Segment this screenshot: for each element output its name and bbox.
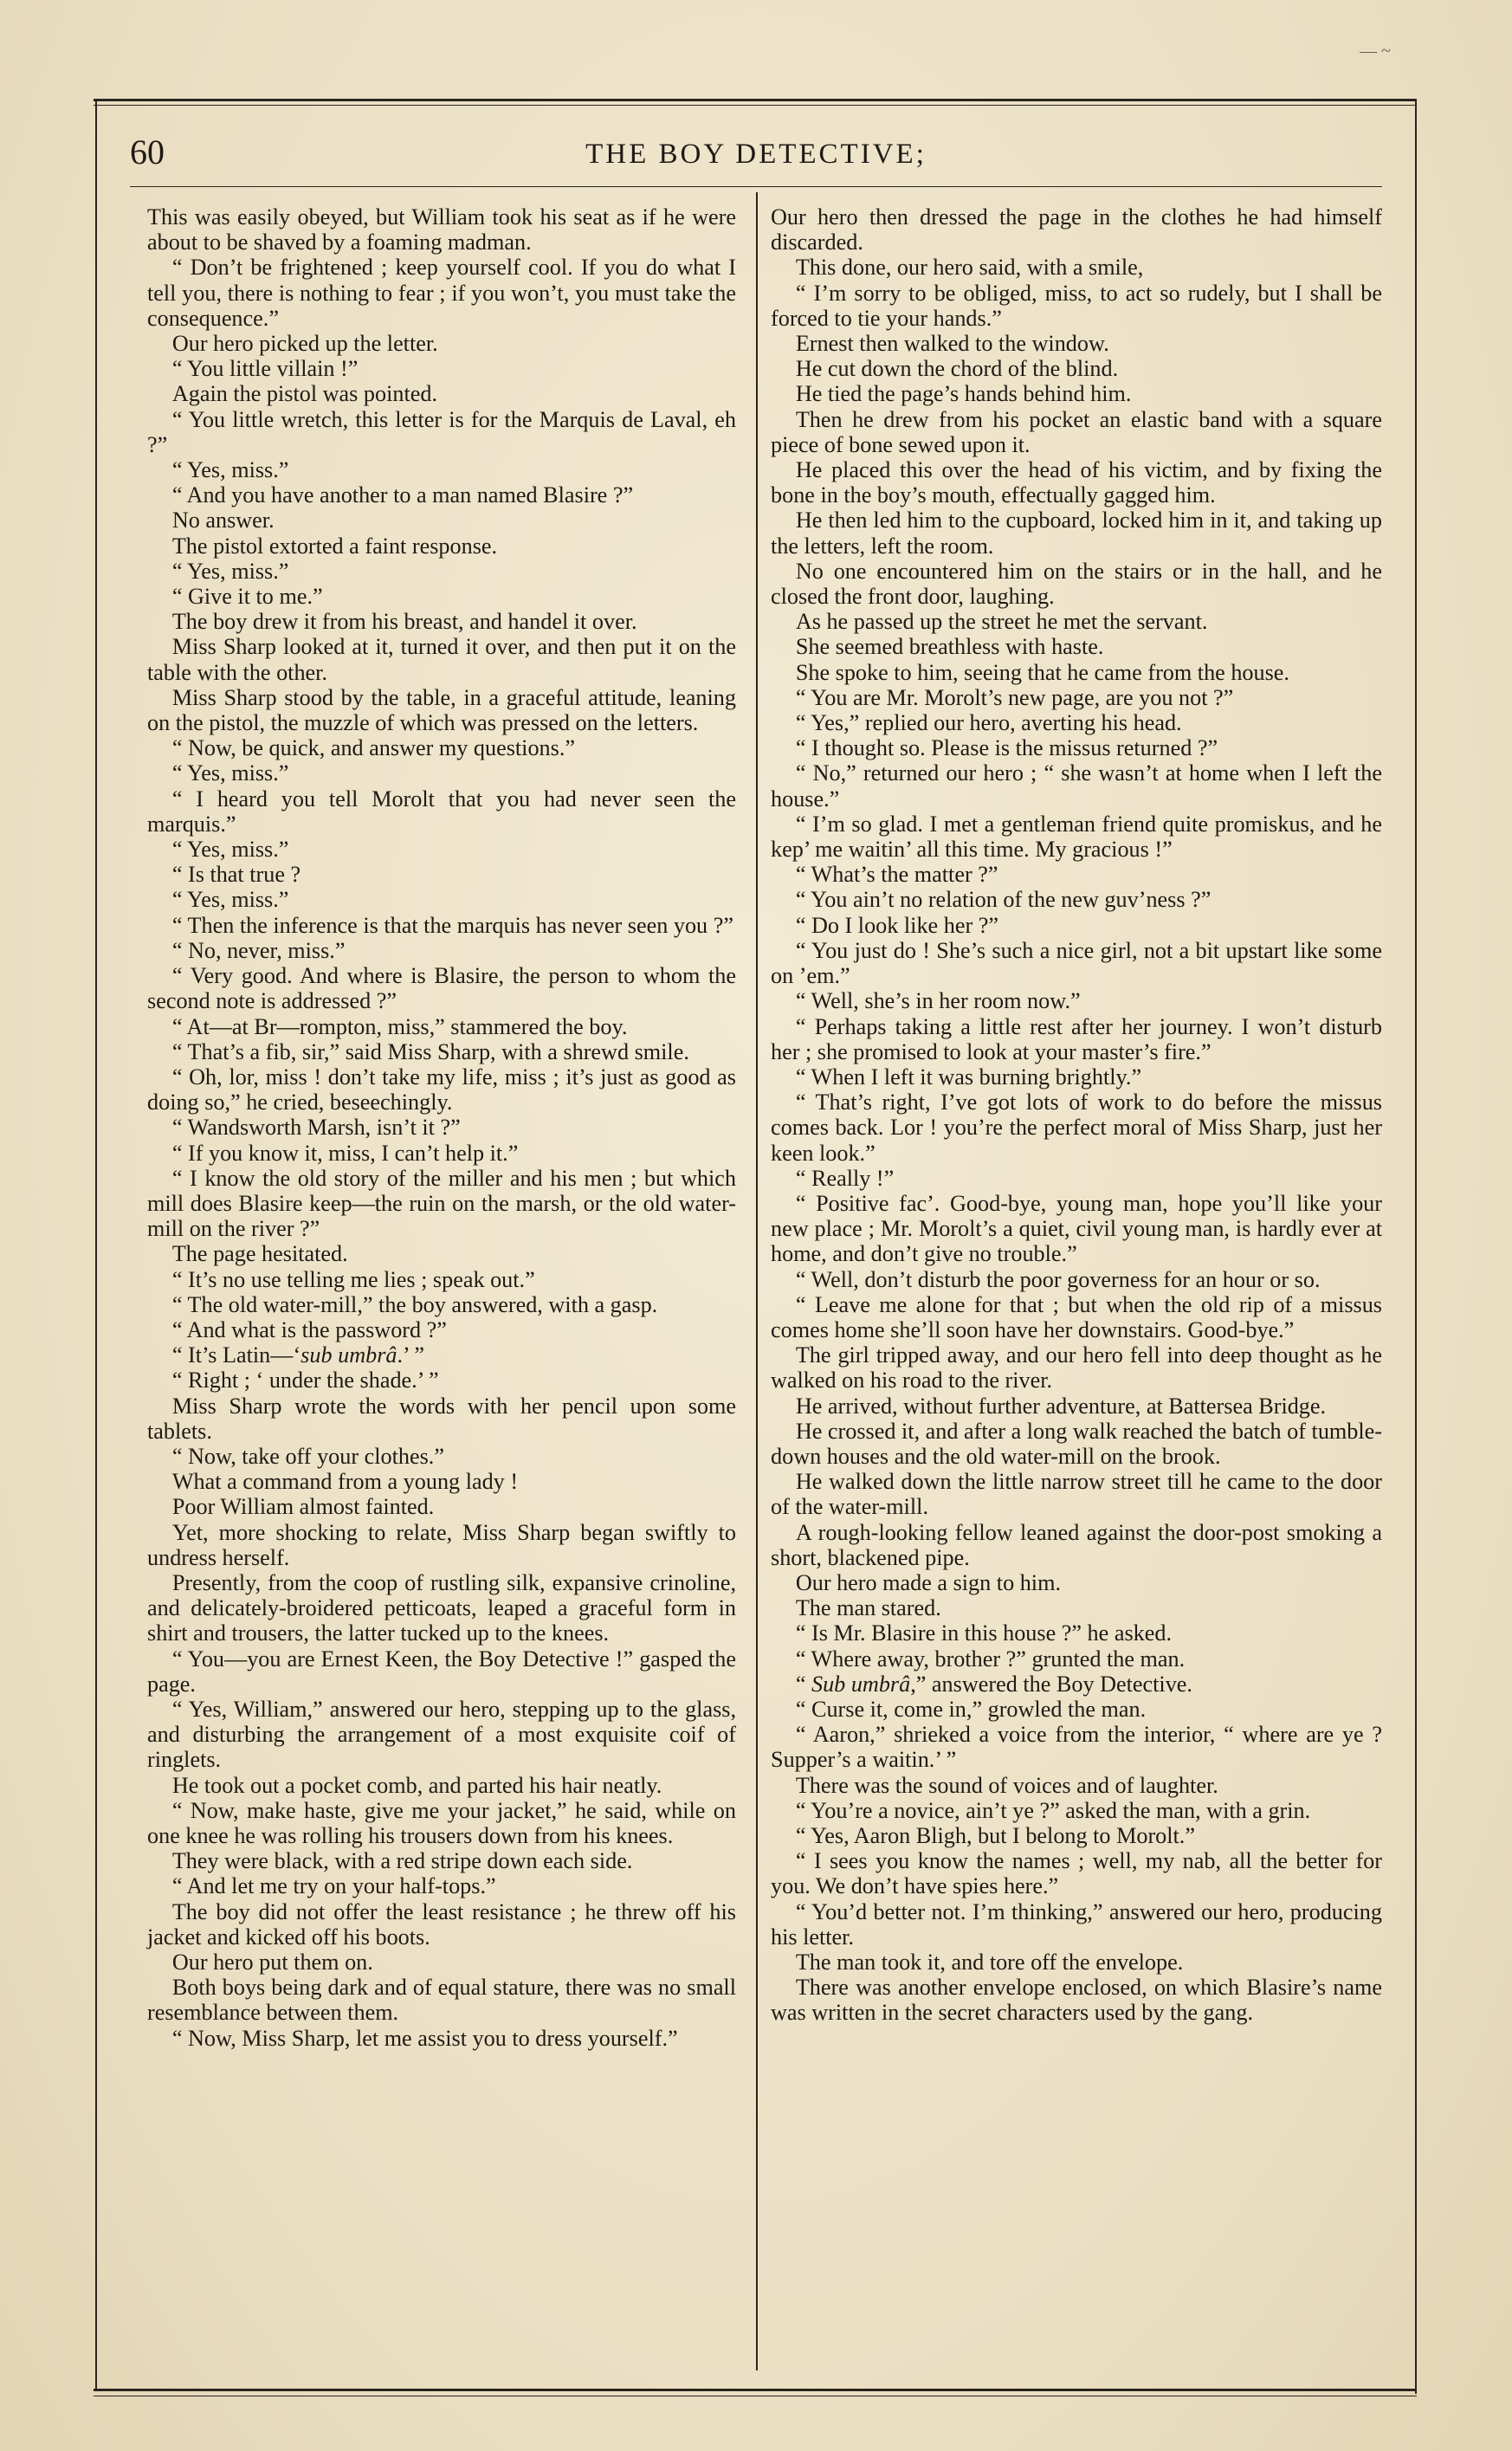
paragraph: Our hero put them on. [171, 1950, 373, 1976]
paragraph: The pistol extorted a faint response. [171, 533, 498, 559]
paragraph [771, 1672, 1382, 1697]
paragraph: “ You—you are Ernest Keen, the Boy Detective !” gasped the page. [147, 1646, 736, 1697]
paragraph: “ What’s the matter ?” [795, 862, 998, 888]
paragraph: “ Curse it, come in,” growled the man. [795, 1696, 1147, 1722]
paragraph: Our hero made a sign to him. [795, 1569, 1061, 1595]
paragraph: “ Right ; ‘ under the shade.’ ” [171, 1368, 439, 1394]
paragraph: He crossed it, and after a long walk reached the batch of tumble-down houses and the old water-mill on the brook. [771, 1418, 1382, 1469]
paragraph: Our hero picked up the letter. [171, 331, 438, 357]
paragraph: “ Now, be quick, and answer my questions.” [171, 735, 576, 761]
latin-phrase: Sub umbrâ [811, 1671, 911, 1697]
paragraph: “ Yes, miss.” [171, 837, 289, 863]
paragraph: “ When I left it was burning brightly.” [795, 1064, 1142, 1090]
paragraph: “ That’s right, I’ve got lots of work to do before the missus comes back. Lor ! you’re the perfect moral of Miss Sharp, just her keen look.” [771, 1090, 1382, 1166]
paragraph: “ It’s no use telling me lies ; speak out.” [171, 1266, 535, 1292]
paragraph: This done, our hero said, with a smile, [795, 255, 1144, 281]
top-border-thin [94, 105, 1417, 106]
paragraph: “ Very good. And where is Blasire, the person to whom the second note is addressed ?” [147, 963, 736, 1014]
paragraph: “ You’d better not. I’m thinking,” answered our hero, producing his letter. [771, 1898, 1382, 1950]
paragraph: “ Really !” [795, 1165, 895, 1191]
left-column [147, 204, 736, 2051]
paragraph: The boy drew it from his breast, and handel it over. [171, 609, 637, 635]
paragraph: “ You’re a novice, ain’t ye ?” asked the man, with a grin. [795, 1797, 1311, 1823]
paragraph: Our hero then dressed the page in the clothes he had himself discarded. [771, 204, 1382, 255]
paragraph: “ Now, Miss Sharp, let me assist you to dress yourself.” [171, 2025, 678, 2051]
header-rule [130, 186, 1382, 187]
paragraph: “ Yes, miss.” [171, 887, 289, 913]
paragraph: “ And let me try on your half-tops.” [171, 1873, 496, 1899]
paragraph: The boy did not offer the least resistance ; he threw off his jacket and kicked off his boots. [147, 1898, 736, 1950]
column-divider [756, 192, 758, 2370]
paragraph: “ At—at Br—rompton, miss,” stammered the boy. [171, 1013, 628, 1039]
page-number: 60 [130, 133, 165, 171]
paragraph: Miss Sharp looked at it, turned it over, and then put it on the table with the other. [147, 634, 736, 685]
paragraph: “ You little villain !” [171, 356, 359, 382]
paragraph: He cut down the chord of the blind. [795, 356, 1119, 382]
paragraph: There was the sound of voices and of laughter. [795, 1772, 1218, 1798]
paragraph: Miss Sharp wrote the words with her pencil upon some tablets. [147, 1393, 736, 1444]
right-column [771, 204, 1382, 2026]
paragraph: “ You little wretch, this letter is for the Marquis de Laval, eh ?” [147, 406, 736, 457]
paragraph: The man stared. [795, 1595, 941, 1621]
paragraph: No one encountered him on the stairs or in the hall, and he closed the front door, laughing. [771, 558, 1382, 610]
paragraph: “ You ain’t no relation of the new guv’ness ?” [795, 887, 1212, 913]
paragraph: This was easily obeyed, but William took his seat as if he were about to be shaved by a foaming madman. [147, 204, 736, 255]
paragraph: Again the pistol was pointed. [171, 381, 438, 407]
top-border [94, 99, 1417, 101]
paragraph: Both boys being dark and of equal stature, there was no small resemblance between them. [147, 1975, 736, 2026]
paragraph: “ I’m so glad. I met a gentleman friend quite promiskus, and he kep’ me waitin’ all this time. My gracious !” [771, 811, 1382, 863]
paragraph: “ Perhaps taking a little rest after her journey. I won’t disturb her ; she promised to look at your master’s fire.” [771, 1013, 1382, 1064]
paragraph: The man took it, and tore off the envelope. [795, 1950, 1184, 1976]
paragraph: Presently, from the coop of rustling silk, expansive crinoline, and delicately-broidered petticoats, leaped a graceful form in shirt and trousers, the latter tucked up to the knees. [147, 1569, 736, 1646]
paragraph: He took out a pocket comb, and parted his hair neatly. [171, 1772, 662, 1798]
paragraph: “ I thought so. Please is the missus returned ?” [795, 735, 1218, 761]
left-border [95, 99, 97, 2390]
paragraph: As he passed up the street he met the servant. [795, 609, 1208, 635]
paragraph: “ Positive fac’. Good-bye, young man, hope you’ll like your new place ; Mr. Morolt’s a quiet, civil young man, is hardly ever at home, and don’t give no trouble.” [771, 1190, 1382, 1267]
paragraph: “ If you know it, miss, I can’t help it.” [171, 1140, 519, 1166]
paragraph: Poor William almost fainted. [171, 1494, 435, 1520]
paragraph: The girl tripped away, and our hero fell into deep thought as he walked on his road to the river. [771, 1342, 1382, 1394]
paragraph: The page hesitated. [171, 1241, 348, 1267]
paragraph: “ Yes, miss.” [171, 760, 289, 786]
paragraph: “ The old water-mill,” the boy answered, with a gasp. [171, 1291, 658, 1317]
paragraph: She spoke to him, seeing that he came from the house. [795, 659, 1289, 685]
paragraph: “ Where away, brother ?” grunted the man. [795, 1646, 1186, 1672]
paragraph: What a command from a young lady ! [171, 1469, 519, 1495]
paragraph: He arrived, without further adventure, at Battersea Bridge. [795, 1393, 1327, 1419]
paragraph: “ I know the old story of the miller and his men ; but which mill does Blasire keep—the ruin on the marsh, or the old water-mill on the river ?” [147, 1165, 736, 1242]
paragraph: “ Oh, lor, miss ! don’t take my life, miss ; it’s just as good as doing so,” he cried, beseechingly. [147, 1064, 736, 1116]
paragraph: “ Well, she’s in her room now.” [795, 988, 1081, 1014]
paragraph: No answer. [171, 508, 275, 534]
paragraph: “ I’m sorry to be obliged, miss, to act so rudely, but I shall be forced to tie your hands.” [771, 280, 1382, 331]
paragraph: “ Yes, Aaron Bligh, but I belong to Morolt.” [795, 1823, 1195, 1848]
paragraph: They were black, with a red stripe down each side. [171, 1848, 633, 1874]
paragraph: “ Yes, William,” answered our hero, stepping up to the glass, and disturbing the arrangement of a most exquisite coif of ringlets. [147, 1696, 736, 1773]
paragraph: “ Now, make haste, give me your jacket,” he said, while on one knee he was rolling his trousers down from his knees. [147, 1797, 736, 1848]
paragraph: A rough-looking fellow leaned against the door-post smoking a short, blackened pipe. [771, 1519, 1382, 1570]
paragraph: “ Is that true ? [171, 862, 301, 888]
paragraph [147, 1342, 736, 1368]
paragraph: He placed this over the head of his victim, and by fixing the bone in the boy’s mouth, effectually gagged him. [771, 457, 1382, 508]
paragraph: “ I heard you tell Morolt that you had never seen the marquis.” [147, 786, 736, 837]
paragraph: “ Yes, miss.” [171, 457, 289, 483]
paragraph: “ You are Mr. Morolt’s new page, are you not ?” [795, 684, 1234, 710]
paragraph: “ Leave me alone for that ; but when the old rip of a missus comes home she’ll soon have her downstairs. Good-bye.” [771, 1291, 1382, 1342]
paragraph: Yet, more shocking to relate, Miss Sharp began swiftly to undress herself. [147, 1519, 736, 1570]
paragraph: “ No,” returned our hero ; “ she wasn’t at home when I left the house.” [771, 760, 1382, 812]
paragraph: “ And you have another to a man named Blasire ?” [171, 482, 634, 508]
paragraph: She seemed breathless with haste. [795, 634, 1104, 660]
paragraph-prefix: “ [795, 1671, 811, 1697]
paragraph: “ Now, take off your clothes.” [171, 1443, 444, 1469]
paragraph: “ Is Mr. Blasire in this house ?” he asked. [795, 1620, 1172, 1646]
paragraph: “ You just do ! She’s such a nice girl, not a bit upstart like some on ’em.” [771, 937, 1382, 989]
paragraph: “ Do I look like her ?” [795, 912, 998, 938]
paragraph: “ I sees you know the names ; well, my nab, all the better for you. We don’t have spies here.” [771, 1848, 1382, 1899]
paragraph: Then he drew from his pocket an elastic band with a square piece of bone sewed upon it. [771, 406, 1382, 457]
paragraph-suffix: .’ ” [397, 1342, 424, 1368]
paragraph: There was another envelope enclosed, on which Blasire’s name was written in the secret characters used by the gang. [771, 1975, 1382, 2026]
page-corner-mark: — ~ [1360, 42, 1391, 61]
latin-phrase: sub umbrâ [300, 1342, 397, 1368]
paragraph: “ That’s a fib, sir,” said Miss Sharp, with a shrewd smile. [171, 1038, 689, 1064]
right-border [1415, 99, 1417, 2394]
paragraph: He walked down the little narrow street till he came to the door of the water-mill. [771, 1469, 1382, 1520]
paragraph: “ Aaron,” shrieked a voice from the interior, “ where are ye ? Supper’s a waitin.’ ” [771, 1722, 1382, 1773]
paragraph: “ Yes, miss.” [171, 558, 289, 584]
paragraph: “ Don’t be frightened ; keep yourself cool. If you do what I tell you, there is nothing to fear ; if you won’t, you must take the consequence.” [147, 255, 736, 331]
paragraph: “ No, never, miss.” [171, 937, 346, 963]
paragraph-prefix: “ It’s Latin—‘ [171, 1342, 301, 1368]
paragraph: Ernest then walked to the window. [795, 331, 1109, 357]
paragraph: “ Wandsworth Marsh, isn’t it ?” [171, 1115, 461, 1141]
paragraph: “ Then the inference is that the marquis has never seen you ?” [171, 912, 733, 938]
paragraph: “ Well, don’t disturb the poor governess for an hour or so. [795, 1266, 1321, 1292]
running-title: THE BOY DETECTIVE; [585, 139, 927, 170]
paragraph: He tied the page’s hands behind him. [795, 381, 1132, 407]
paragraph: “ And what is the password ?” [171, 1316, 447, 1342]
paragraph: He then led him to the cupboard, locked him in it, and taking up the letters, left the room. [771, 508, 1382, 559]
paragraph-suffix: ,” answered the Boy Detective. [910, 1671, 1192, 1697]
paragraph: Miss Sharp stood by the table, in a graceful attitude, leaning on the pistol, the muzzle of which was pressed on the letters. [147, 684, 736, 736]
paragraph: “ Yes,” replied our hero, averting his head. [795, 710, 1182, 736]
bottom-border [94, 2389, 1417, 2391]
paragraph: “ Give it to me.” [171, 584, 323, 610]
